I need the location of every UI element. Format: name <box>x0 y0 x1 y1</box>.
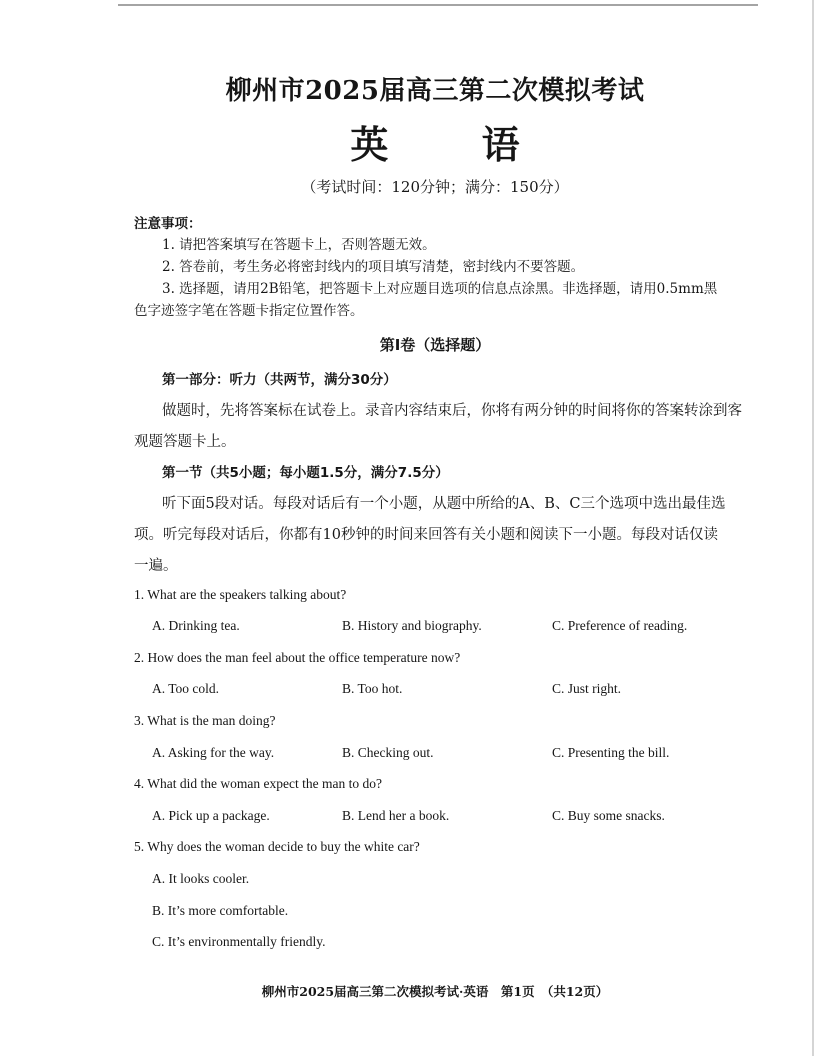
notice-item-1: 1. 请把答案填写在答题卡上，否则答题无效。 <box>162 237 436 253</box>
question-5-stem: 5. Why does the woman decide to buy the white car? <box>134 839 420 854</box>
volume-heading: 第Ⅰ卷（选择题） <box>379 336 491 354</box>
part-one-heading: 第一部分：听力（共两节，满分30分） <box>162 372 397 388</box>
question-4-stem: 4. What did the woman expect the man to do? <box>134 776 382 791</box>
section-one-heading: 第一节（共5小题；每小题1.5分，满分7.5分） <box>162 465 449 481</box>
question-5-option-c: C. It’s environmentally friendly. <box>152 934 326 949</box>
question-3-option-b: B. Checking out. <box>342 745 434 760</box>
part-one-intro-line2: 观题答题卡上。 <box>134 434 236 450</box>
notice-heading: 注意事项： <box>134 216 202 232</box>
question-2-stem: 2. How does the man feel about the office temperature now? <box>134 650 461 665</box>
notice-item-2: 2. 答卷前，考生务必将密封线内的项目填写清楚，密封线内不要答题。 <box>162 259 585 275</box>
page-footer: 柳州市2025届高三第二次模拟考试·英语 第1页 （共12页） <box>261 984 609 999</box>
question-2-option-c: C. Just right. <box>552 681 622 696</box>
question-3-option-c: C. Presenting the bill. <box>552 745 670 760</box>
subject-title: 英 语 <box>350 122 560 167</box>
part-one-intro-line1: 做题时，先将答案标在试卷上。录音内容结束后，你将有两分钟的时间将你的答案转涂到客 <box>162 403 742 419</box>
question-2-option-a: A. Too cold. <box>152 681 220 696</box>
question-5-option-b: B. It’s more comfortable. <box>152 903 289 918</box>
question-1-option-a: A. Drinking tea. <box>152 618 240 633</box>
question-1-stem: 1. What are the speakers talking about? <box>134 587 347 602</box>
question-1-option-c: C. Preference of reading. <box>552 618 688 633</box>
section-one-instr-line2: 项。听完每段对话后，你都有10秒钟的时间来回答有关小题和阅读下一小题。每段对话仅读 <box>134 527 718 543</box>
question-2-option-b: B. Too hot. <box>342 681 403 696</box>
question-3-stem: 3. What is the man doing? <box>134 713 276 728</box>
question-3-option-a: A. Asking for the way. <box>152 745 275 760</box>
notice-item-3-cont: 色字迹签字笔在答题卡指定位置作答。 <box>134 303 364 319</box>
section-one-instr-line1: 听下面5段对话。每段对话后有一个小题，从题中所给的A、B、C三个选项中选出最佳选 <box>162 496 726 512</box>
exam-title: 柳州市2025届高三第二次模拟考试 <box>225 76 645 106</box>
question-4-option-b: B. Lend her a book. <box>342 808 450 823</box>
question-1-option-b: B. History and biography. <box>342 618 482 633</box>
exam-info: （考试时间：120分钟；满分：150分） <box>301 178 569 196</box>
section-one-instr-line3: 一遍。 <box>134 558 178 574</box>
question-4-option-a: A. Pick up a package. <box>152 808 270 823</box>
scan-edge-top <box>118 4 758 6</box>
question-5-option-a: A. It looks cooler. <box>152 871 250 886</box>
question-4-option-c: C. Buy some snacks. <box>552 808 665 823</box>
notice-item-3: 3. 选择题，请用2B铅笔，把答题卡上对应题目选项的信息点涂黑。非选择题，请用0.5mm黑 <box>162 281 718 297</box>
